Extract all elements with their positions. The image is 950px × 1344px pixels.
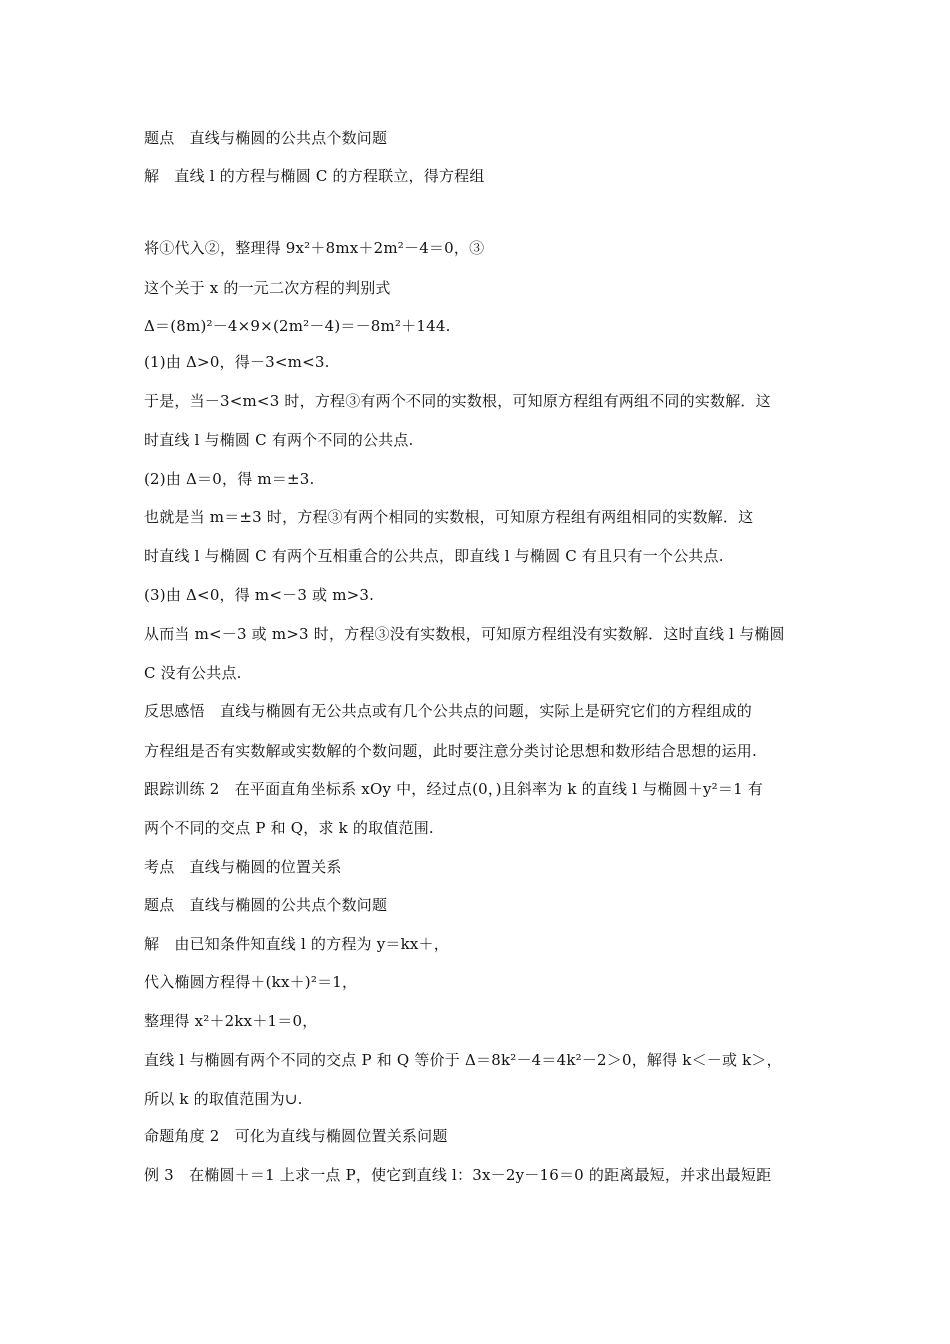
text-line: 所以 k 的取值范围为∪. bbox=[144, 1090, 303, 1108]
text-line: 整理得 x²＋2kx＋1＝0， bbox=[144, 1012, 318, 1030]
text-line: C 没有公共点. bbox=[144, 664, 242, 682]
text-line: 直线 l 与椭圆有两个不同的交点 P 和 Q 等价于 Δ＝8k²－4＝4k²－2＞0，解得 k＜－或 k＞， bbox=[144, 1051, 782, 1069]
text-line: 也就是当 m＝±3 时，方程③有两个相同的实数根，可知原方程组有两组相同的实数解．这 bbox=[144, 508, 754, 526]
text-line: 从而当 m<－3 或 m>3 时，方程③没有实数根，可知原方程组没有实数解．这时直线 l 与椭圆 bbox=[144, 625, 785, 643]
text-line: 题点 直线与椭圆的公共点个数问题 bbox=[144, 896, 388, 914]
text-line: (1)由 Δ>0，得－3<m<3. bbox=[144, 353, 330, 371]
text-line: 题点 直线与椭圆的公共点个数问题 bbox=[144, 129, 388, 147]
text-line: 跟踪训练 2 在平面直角坐标系 xOy 中，经过点(0，)且斜率为 k 的直线 l 与椭圆＋y²＝1 有 bbox=[144, 780, 763, 798]
text-line: 反思感悟 直线与椭圆有无公共点或有几个公共点的问题，实际上是研究它们的方程组成的 bbox=[144, 702, 753, 720]
text-line: 两个不同的交点 P 和 Q，求 k 的取值范围. bbox=[144, 819, 434, 837]
text-line: 将①代入②，整理得 9x²＋8mx＋2m²－4＝0，③ bbox=[144, 239, 485, 257]
text-line: 方程组是否有实数解或实数解的个数问题，此时要注意分类讨论思想和数形结合思想的运用. bbox=[144, 742, 757, 760]
text-line: 命题角度 2 可化为直线与椭圆位置关系问题 bbox=[144, 1127, 448, 1145]
text-line: 于是，当－3<m<3 时，方程③有两个不同的实数根，可知原方程组有两组不同的实数解．这 bbox=[144, 392, 771, 410]
text-line: Δ＝(8m)²－4×9×(2m²－4)＝－8m²＋144. bbox=[144, 317, 451, 335]
text-line: (3)由 Δ<0，得 m<－3 或 m>3. bbox=[144, 586, 375, 604]
text-line: 例 3 在椭圆＋＝1 上求一点 P，使它到直线 l：3x－2y－16＝0 的距离最短，并求出最短距 bbox=[144, 1166, 772, 1184]
text-line: (2)由 Δ＝0，得 m＝±3. bbox=[144, 470, 315, 488]
text-line: 代入椭圆方程得＋(kx＋)²＝1， bbox=[144, 973, 358, 991]
text-line: 时直线 l 与椭圆 C 有两个不同的公共点. bbox=[144, 431, 414, 449]
text-line: 这个关于 x 的一元二次方程的判别式 bbox=[144, 279, 391, 297]
text-line: 解 直线 l 的方程与椭圆 C 的方程联立，得方程组 bbox=[144, 167, 485, 185]
text-line: 解 由已知条件知直线 l 的方程为 y＝kx＋， bbox=[144, 935, 449, 953]
text-line: 考点 直线与椭圆的位置关系 bbox=[144, 858, 342, 876]
text-line: 时直线 l 与椭圆 C 有两个互相重合的公共点，即直线 l 与椭圆 C 有且只有一个公共点. bbox=[144, 547, 724, 565]
